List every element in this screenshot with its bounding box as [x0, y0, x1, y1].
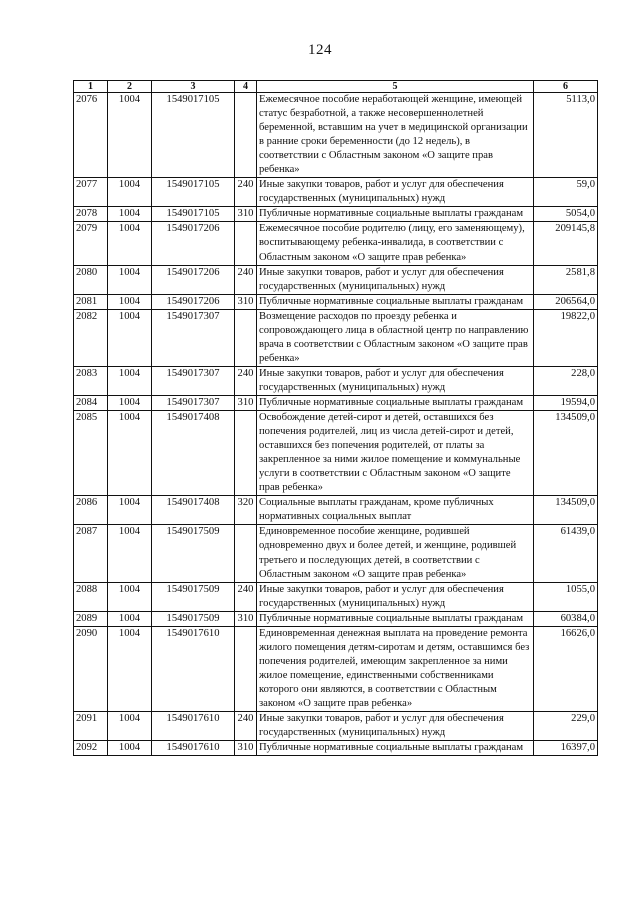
table-row	[74, 582, 598, 611]
section-code: 1004	[108, 525, 152, 582]
row-number: 2091	[74, 712, 108, 741]
table-row	[74, 626, 598, 711]
section-code: 1004	[108, 582, 152, 611]
target-code: 1549017610	[152, 741, 235, 756]
section-code: 1004	[108, 178, 152, 207]
table-row	[74, 294, 598, 309]
header-row	[74, 81, 598, 93]
target-code: 1549017408	[152, 411, 235, 496]
amount: 16626,0	[534, 626, 598, 711]
amount: 1055,0	[534, 582, 598, 611]
amount: 228,0	[534, 366, 598, 395]
amount: 61439,0	[534, 525, 598, 582]
section-code: 1004	[108, 222, 152, 265]
target-code: 1549017307	[152, 309, 235, 366]
column-header: 6	[534, 81, 598, 93]
description: Возмещение расходов по проезду ребенка и сопровождающего лица в областной центр по направлению врача в соответствии с Областным законом «О защите прав ребенка»	[257, 309, 534, 366]
table-row	[74, 611, 598, 626]
section-code: 1004	[108, 496, 152, 525]
section-code: 1004	[108, 93, 152, 178]
description: Публичные нормативные социальные выплаты гражданам	[257, 611, 534, 626]
expense-type	[235, 411, 257, 496]
target-code: 1549017307	[152, 366, 235, 395]
description: Единовременная денежная выплата на проведение ремонта жилого помещения детям-сиротам и детям, оставшимся без попечения родителей, имеющим закрепленное за ними жилое помещение, единственными собственниками которого они являются, в соответствии с Областным законом «О защите прав ребенка»	[257, 626, 534, 711]
row-number: 2085	[74, 411, 108, 496]
amount: 229,0	[534, 712, 598, 741]
description: Публичные нормативные социальные выплаты гражданам	[257, 395, 534, 410]
description: Иные закупки товаров, работ и услуг для обеспечения государственных (муниципальных) нужд	[257, 178, 534, 207]
section-code: 1004	[108, 265, 152, 294]
section-code: 1004	[108, 309, 152, 366]
row-number: 2081	[74, 294, 108, 309]
expense-type: 310	[235, 611, 257, 626]
expense-type	[235, 525, 257, 582]
target-code: 1549017509	[152, 611, 235, 626]
row-number: 2092	[74, 741, 108, 756]
section-code: 1004	[108, 741, 152, 756]
expense-type: 240	[235, 178, 257, 207]
target-code: 1549017509	[152, 582, 235, 611]
row-number: 2079	[74, 222, 108, 265]
row-number: 2086	[74, 496, 108, 525]
expense-type: 240	[235, 712, 257, 741]
expense-type	[235, 222, 257, 265]
row-number: 2087	[74, 525, 108, 582]
row-number: 2082	[74, 309, 108, 366]
row-number: 2077	[74, 178, 108, 207]
section-code: 1004	[108, 207, 152, 222]
description: Иные закупки товаров, работ и услуг для обеспечения государственных (муниципальных) нужд	[257, 712, 534, 741]
table-row	[74, 222, 598, 265]
description: Единовременное пособие женщине, родившей одновременно двух и более детей, и женщине, родившей третьего и последующих детей, в соответствии с Областным законом «О защите прав ребенка»	[257, 525, 534, 582]
expense-type: 310	[235, 294, 257, 309]
row-number: 2078	[74, 207, 108, 222]
description: Социальные выплаты гражданам, кроме публичных нормативных социальных выплат	[257, 496, 534, 525]
target-code: 1549017105	[152, 207, 235, 222]
row-number: 2088	[74, 582, 108, 611]
expense-type	[235, 626, 257, 711]
amount: 209145,8	[534, 222, 598, 265]
expense-type: 240	[235, 366, 257, 395]
description: Ежемесячное пособие неработающей женщине, имеющей статус безработной, а также несовершеннолетней беременной, вставшим на учет в медицинской организации в ранние сроки беременности (до 12 недель), в соответствии с Областным законом «О защите прав ребенка»	[257, 93, 534, 178]
page-number: 124	[308, 42, 332, 58]
amount: 5113,0	[534, 93, 598, 178]
target-code: 1549017105	[152, 93, 235, 178]
description: Ежемесячное пособие родителю (лицу, его заменяющему), воспитывающему ребенка-инвалида, в соответствии с Областным законом «О защите прав ребенка»	[257, 222, 534, 265]
expense-type: 310	[235, 741, 257, 756]
amount: 206564,0	[534, 294, 598, 309]
description: Иные закупки товаров, работ и услуг для обеспечения государственных (муниципальных) нужд	[257, 265, 534, 294]
target-code: 1549017206	[152, 265, 235, 294]
amount: 59,0	[534, 178, 598, 207]
table-row	[74, 712, 598, 741]
table-row	[74, 525, 598, 582]
table-body	[74, 93, 598, 756]
table-row	[74, 395, 598, 410]
target-code: 1549017408	[152, 496, 235, 525]
row-number: 2080	[74, 265, 108, 294]
amount: 19822,0	[534, 309, 598, 366]
table-row	[74, 496, 598, 525]
target-code: 1549017206	[152, 294, 235, 309]
table-row	[74, 93, 598, 178]
budget-table	[73, 80, 598, 756]
section-code: 1004	[108, 294, 152, 309]
table-row	[74, 411, 598, 496]
row-number: 2084	[74, 395, 108, 410]
target-code: 1549017610	[152, 626, 235, 711]
row-number: 2089	[74, 611, 108, 626]
table-row	[74, 265, 598, 294]
table-row	[74, 178, 598, 207]
expense-type: 310	[235, 395, 257, 410]
target-code: 1549017105	[152, 178, 235, 207]
description: Публичные нормативные социальные выплаты гражданам	[257, 741, 534, 756]
row-number: 2090	[74, 626, 108, 711]
column-header: 1	[74, 81, 108, 93]
row-number: 2083	[74, 366, 108, 395]
amount: 16397,0	[534, 741, 598, 756]
column-header: 5	[257, 81, 534, 93]
target-code: 1549017206	[152, 222, 235, 265]
section-code: 1004	[108, 395, 152, 410]
description: Публичные нормативные социальные выплаты гражданам	[257, 207, 534, 222]
target-code: 1549017610	[152, 712, 235, 741]
column-header: 2	[108, 81, 152, 93]
expense-type	[235, 309, 257, 366]
amount: 19594,0	[534, 395, 598, 410]
description: Иные закупки товаров, работ и услуг для обеспечения государственных (муниципальных) нужд	[257, 582, 534, 611]
target-code: 1549017307	[152, 395, 235, 410]
table-row	[74, 366, 598, 395]
description: Иные закупки товаров, работ и услуг для обеспечения государственных (муниципальных) нужд	[257, 366, 534, 395]
expense-type: 310	[235, 207, 257, 222]
table-row	[74, 309, 598, 366]
column-header: 3	[152, 81, 235, 93]
expense-type: 240	[235, 265, 257, 294]
section-code: 1004	[108, 411, 152, 496]
amount: 5054,0	[534, 207, 598, 222]
amount: 134509,0	[534, 411, 598, 496]
section-code: 1004	[108, 611, 152, 626]
column-header: 4	[235, 81, 257, 93]
row-number: 2076	[74, 93, 108, 178]
amount: 60384,0	[534, 611, 598, 626]
table-row	[74, 207, 598, 222]
section-code: 1004	[108, 712, 152, 741]
description: Освобождение детей-сирот и детей, оставшихся без попечения родителей, лиц из числа детей-сирот и детей, оставшихся без попечения родителей, от платы за закрепленное за ними жилое помещение и коммунальные услуги в соответствии с Областным законом «О защите прав ребенка»	[257, 411, 534, 496]
expense-type	[235, 93, 257, 178]
amount: 2581,8	[534, 265, 598, 294]
target-code: 1549017509	[152, 525, 235, 582]
expense-type: 320	[235, 496, 257, 525]
expense-type: 240	[235, 582, 257, 611]
table-row	[74, 741, 598, 756]
section-code: 1004	[108, 626, 152, 711]
amount: 134509,0	[534, 496, 598, 525]
description: Публичные нормативные социальные выплаты гражданам	[257, 294, 534, 309]
section-code: 1004	[108, 366, 152, 395]
